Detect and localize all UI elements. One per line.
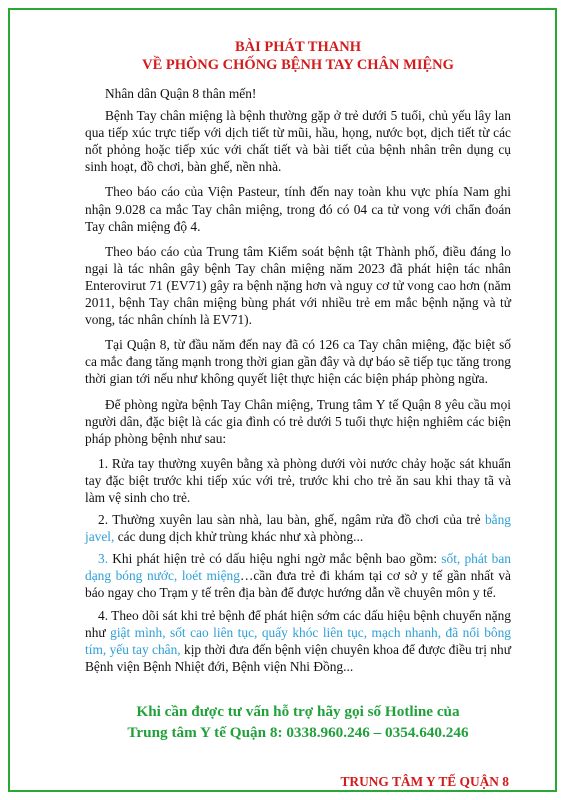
list-item-2 [85, 511, 511, 545]
list-item-4-text-end: kịp thời đưa đến bệnh viện chuyên khoa để được điều trị như Bệnh viện Bệnh Nhiệt đới, Bệnh viện Nhi Đồng... [85, 641, 511, 674]
greeting: Nhân dân Quận 8 thân mến! [105, 86, 257, 101]
list-item-3 [85, 550, 511, 601]
paragraph-2: Theo báo cáo của Viện Pasteur, tính đến nay toàn khu vực phía Nam ghi nhận 9.028 ca mắc Tay chân miệng, trong đó có 04 ca tử vong với chẩn đoán Tay chân miệng độ 4. [85, 184, 511, 234]
document-title-line2: VỀ PHÒNG CHỐNG BỆNH TAY CHÂN MIỆNG [142, 57, 454, 73]
list-item-4 [85, 607, 511, 675]
signature: TRUNG TÂM Y TẾ QUẬN 8 [340, 773, 509, 789]
paragraph-5: Để phòng ngừa bệnh Tay Chân miệng, Trung tâm Y tế Quận 8 yêu cầu mọi người dân, đặc biệt là các gia đình có trẻ dưới 5 tuổi thực hiện nghiêm các biện pháp phòng bệnh như sau: [85, 396, 511, 446]
list-item-2-text: 2. Thường xuyên lau sàn nhà, lau bàn, ghế, ngâm rửa đồ chơi của trẻ [98, 512, 485, 528]
list-item-2-highlight: bằng javel, [85, 512, 511, 545]
list-item-2-text-end: các dung dịch khử trùng khác như xà phòng... [114, 529, 364, 545]
list-item-4-text: 4. Theo dõi sát khi trẻ bệnh để phát hiện sớm các dấu hiệu bệnh chuyển nặng như [85, 607, 511, 640]
hotline-line1: Khi cần được tư vấn hỗ trợ hãy gọi số Hotline của [136, 702, 460, 720]
paragraph-3: Theo báo cáo của Trung tâm Kiểm soát bệnh tật Thành phố, điều đáng lo ngại là tác nhân gây bệnh Tay chân miệng năm 2023 đã phát hiện tác nhân Enterovirut 71 (EV71) gây ra bệnh nặng hơn và nguy cơ tử vong cao hơn (năm 2011, bệnh Tay chân miệng bùng phát với nhiều trẻ em mắc bệnh nặng và tử vong, tác nhân chính là EV71). [85, 243, 511, 328]
paragraph-4: Tại Quận 8, từ đầu năm đến nay đã có 126 ca Tay chân miệng, đặc biệt số ca mắc đang tăng mạnh trong thời gian gần đây và dự báo sẽ tiếp tục tăng trong thời gian tới nếu như không quyết liệt thực hiện các biện pháp phòng ngừa. [85, 337, 511, 387]
list-item-4-highlight: giật mình, sốt cao liên tục, quấy khóc liên tục, mạch nhanh, đã nổi bông tím, yếu tay chân, [85, 624, 512, 657]
document-frame [8, 8, 557, 792]
list-item-1: 1. Rửa tay thường xuyên bằng xà phòng dưới vòi nước chảy hoặc sát khuẩn tay đặc biệt trước khi tiếp xúc với trẻ, trước khi cho trẻ ăn sau khi thay tã và làm vệ sinh cho trẻ. [85, 455, 511, 505]
document-title-line1: BÀI PHÁT THANH [235, 39, 361, 55]
paragraph-1: Bệnh Tay chân miệng là bệnh thường gặp ở trẻ dưới 5 tuổi, chủ yếu lây lan qua tiếp xúc trực tiếp với dịch tiết từ mũi, hầu, họng, nước bọt, dịch tiết từ các nốt phỏng hoặc tiếp xúc với chất tiết và bài tiết của bệnh nhân trên dụng cụ sinh hoạt, đồ chơi, bàn ghế, nền nhà. [85, 108, 511, 175]
list-item-3-highlight: sốt, phát ban dạng bóng nước, loét miệng [85, 551, 512, 584]
list-item-3-number: 3. [98, 551, 109, 567]
list-item-3-text: Khi phát hiện trẻ có dấu hiệu nghi ngờ mắc bệnh bao gồm: [108, 551, 442, 567]
hotline-line2: Trung tâm Y tế Quận 8: 0338.960.246 – 0354.640.246 [127, 723, 469, 741]
list-item-3-text-end: …cần đưa trẻ đi khám tại cơ sở y tế gần nhất và báo ngay cho Trạm y tế trên địa bàn để được hướng dẫn về chuyên môn y tế. [85, 568, 511, 601]
